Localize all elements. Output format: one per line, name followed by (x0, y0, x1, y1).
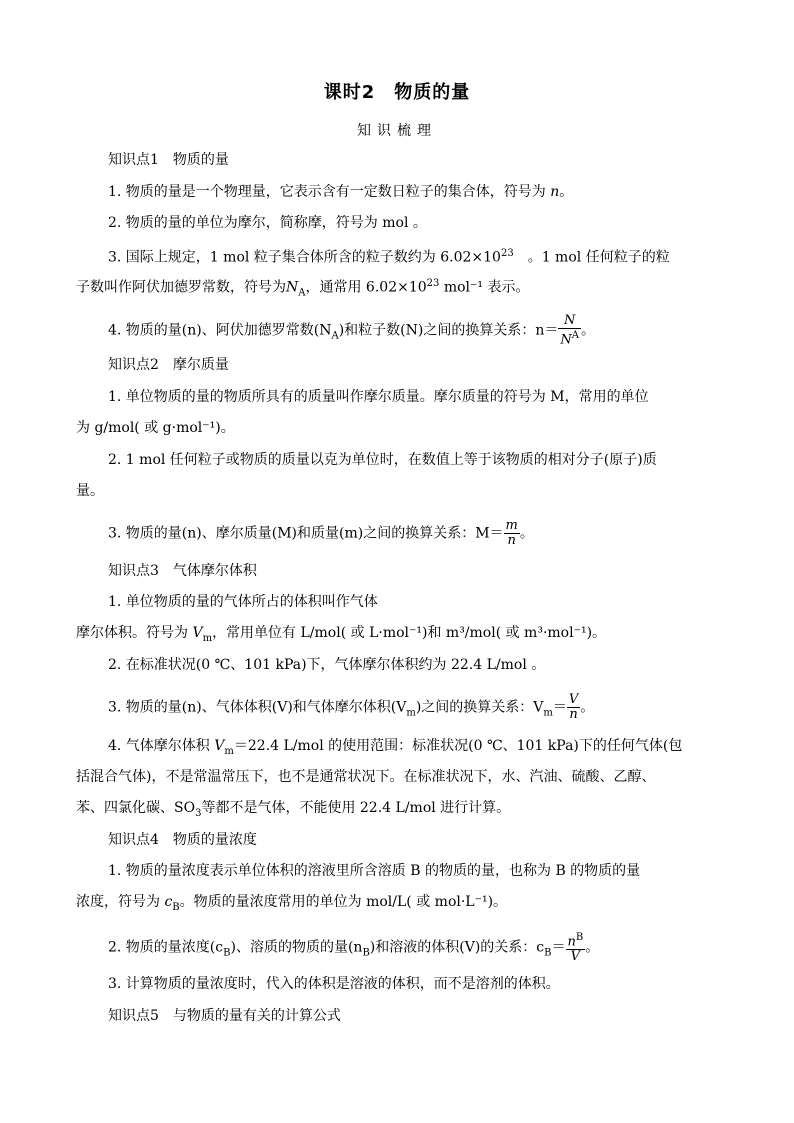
text: )之间的换算关系：V (415, 699, 544, 716)
heading-knowledge-point-5: 知识点5 与物质的量有关的计算公式 (108, 1008, 341, 1024)
symbol: V (214, 738, 225, 754)
text: 1. 物质的量是一个物理量，它表示含有一定数日粒子的集合体，符号为 (108, 184, 546, 200)
page-title: 课时2 物质的量 (323, 82, 471, 103)
text: 。 (519, 525, 534, 542)
paragraph-3-2: 2. 在标准状况(0 ℃、101 kPa)下，气体摩尔体积约为 22.4 L/mol 。 (108, 657, 546, 673)
denominator (558, 329, 581, 347)
text: ，通常用 6.02×10 (305, 279, 427, 296)
paragraph-4-1b (76, 892, 507, 918)
denominator (566, 950, 586, 964)
text: 3. 物质的量(n)、气体体积(V)和气体摩尔体积(V (108, 699, 407, 716)
paragraph-2-1a: 1. 单位物质的量的物质所具有的质量叫作摩尔质量。摩尔质量的符号为 M，常用的单位 (108, 389, 649, 405)
numerator (504, 519, 520, 534)
symbol: V (568, 692, 579, 707)
text: 。 (585, 939, 600, 956)
symbol: n (567, 934, 576, 950)
text: 。 (559, 184, 574, 200)
numerator (567, 693, 580, 708)
paragraph-3-4b: 括混合气体)，不是常温常压下，也不是通常状况下。在标准状况下，水、汽油、硫酸、乙醇、 (76, 769, 656, 785)
subscript: m (543, 707, 553, 719)
paragraph-4-1a: 1. 物质的量浓度表示单位体积的溶液里所含溶质 B 的物质的量，也称为 B 的物质的量 (108, 863, 641, 879)
text: 。物质的量浓度常用的单位为 mol/L( 或 mol·L⁻¹)。 (179, 894, 508, 910)
paragraph-3-1a: 1. 单位物质的量的气体所占的体积叫作气体 (108, 594, 378, 610)
text: 苯、四氯化碳、SO (76, 800, 196, 816)
symbol: V (570, 949, 581, 965)
paragraph-2-2a: 2. 1 mol 任何粒子或物质的质量以克为单位时，在数值上等于该物质的相对分子(原子)质 (108, 452, 657, 468)
paragraph-2-1b: 为 g/mol( 或 g·mol⁻¹)。 (76, 420, 235, 436)
fraction (567, 693, 580, 722)
subscript: m (406, 707, 416, 719)
text: 4. 气体摩尔体积 (108, 738, 210, 754)
text: mol⁻¹ 表示。 (439, 279, 530, 296)
text: 2. 物质的量浓度(c (108, 939, 224, 956)
subscript: B (544, 947, 552, 959)
text: ，常用单位有 L/mol( 或 L·mol⁻¹)和 m³/mol( 或 m³·mol⁻¹)。 (212, 625, 607, 641)
symbol: n (550, 184, 560, 200)
superscript: A (571, 330, 579, 341)
paragraph-1-1 (108, 182, 573, 202)
heading-knowledge-point-4: 知识点4 物质的量浓度 (108, 832, 257, 848)
text: 4. 物质的量(n)、阿伏加德罗常数(N (108, 322, 332, 339)
text: 等都不是气体，不能使用 22.4 L/mol 进行计算。 (201, 800, 511, 816)
text: ＝ (552, 699, 567, 716)
text: 浓度，符号为 (76, 894, 160, 910)
symbol: n (507, 533, 516, 548)
paragraph-3-4a (108, 736, 682, 762)
paragraph-1-4 (108, 314, 595, 347)
exponent: 23 (500, 248, 514, 259)
symbol: c (164, 894, 173, 910)
text: ＝22.4 L/mol 的使用范围：标准状况(0 ℃、101 kPa)下的任何气体(包 (233, 738, 683, 754)
heading-knowledge-point-2: 知识点2 摩尔质量 (108, 357, 229, 373)
paragraph-3-1b (76, 623, 606, 649)
fraction (558, 314, 581, 347)
text: 3. 国际上规定，1 mol 粒子集合体所含的粒子数约为 6.02×10 (108, 249, 501, 266)
heading-knowledge-point-3: 知识点3 气体摩尔体积 (108, 563, 257, 579)
symbol: N (563, 313, 576, 328)
text: ＝ (551, 939, 566, 956)
text: 。 (580, 322, 595, 339)
denominator (567, 708, 580, 722)
subscript: 3 (195, 807, 202, 819)
section-subtitle: 知识梳理 (357, 123, 437, 139)
heading-knowledge-point-1: 知识点1 物质的量 (108, 152, 229, 168)
text: )、溶质的物质的量(n (230, 939, 363, 956)
text: 3. 物质的量(n)、摩尔质量(M)和质量(m)之间的换算关系：M＝ (108, 525, 504, 542)
paragraph-2-3 (108, 519, 534, 548)
paragraph-4-2 (108, 931, 599, 964)
subscript: m (224, 745, 234, 757)
symbol: V (192, 625, 203, 641)
subscript: A (331, 330, 339, 342)
paragraph-3-3 (108, 693, 594, 723)
exponent: 23 (426, 278, 440, 289)
subscript: B (223, 947, 231, 959)
numerator (566, 931, 586, 950)
fraction (566, 931, 586, 964)
subscript: B (172, 901, 180, 913)
paragraph-1-3a (108, 244, 670, 268)
symbol: N (286, 279, 299, 296)
denominator (504, 534, 520, 548)
superscript: B (575, 932, 584, 943)
text: )和溶液的体积(V)的关系：c (369, 939, 545, 956)
fraction (504, 519, 520, 548)
paragraph-4-3: 3. 计算物质的量浓度时，代入的体积是溶液的体积，而不是溶剂的体积。 (108, 976, 560, 992)
subscript: A (298, 287, 306, 299)
text: 。1 mol 任何粒子的粒 (513, 249, 670, 266)
text: 摩尔体积。符号为 (76, 625, 188, 641)
paragraph-3-4c (76, 798, 510, 824)
symbol: N (560, 332, 572, 348)
paragraph-1-2: 2. 物质的量的单位为摩尔，简称摩，符号为 mol 。 (108, 215, 427, 231)
paragraph-2-2b: 量。 (76, 483, 104, 499)
subscript: B (362, 947, 370, 959)
paragraph-1-3b (76, 274, 529, 303)
subscript: m (202, 632, 213, 644)
symbol: m (505, 518, 518, 533)
symbol: n (569, 707, 578, 722)
numerator (558, 314, 581, 329)
text: 。 (580, 699, 595, 716)
text: )和粒子数(N)之间的换算关系：n＝ (338, 322, 559, 339)
text: 子数叫作阿伏加德罗常数，符号为 (76, 279, 286, 296)
